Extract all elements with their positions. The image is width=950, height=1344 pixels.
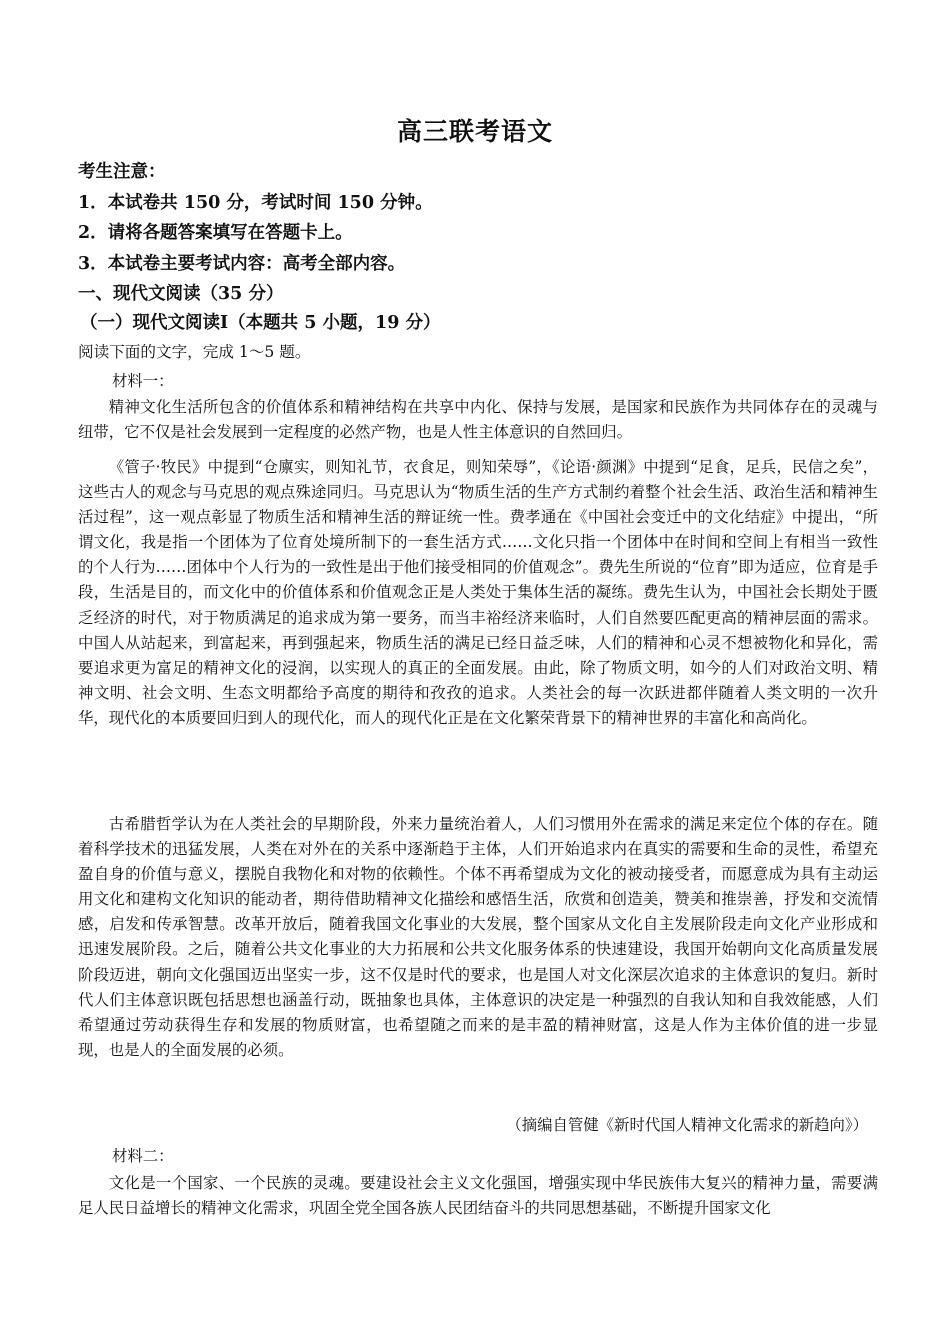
material-1-label: 材料一： (112, 372, 174, 390)
notice-heading: 考生注意： (78, 162, 166, 182)
material-2-label: 材料二： (112, 1147, 174, 1165)
reading-instruction: 阅读下面的文字，完成 1～5 题。 (78, 343, 311, 361)
material-1-paragraph-1: 精神文化生活所包含的价值体系和精神结构在共享中内化、保持与发展，是国家和民族作为共同体存在的灵魂与纽带，它不仅是社会发展到一定程度的必然产物，也是人性主体意识的自然回归。 (78, 398, 878, 442)
material-1-source: （摘编自管健《新时代国人精神文化需求的新趋向》） (506, 1116, 868, 1134)
notice-item-1: 1．本试卷共 150 分，考试时间 150 分钟。 (78, 193, 433, 213)
section-subtitle: （一）现代文阅读Ⅰ（本题共 5 小题，19 分） (80, 313, 441, 333)
exam-title: 高三联考语文 (396, 117, 553, 146)
material-2-paragraph-1: 文化是一个国家、一个民族的灵魂。要建设社会主义文化强国，增强实现中华民族伟大复兴的精神力量，需要满足人民日益增长的精神文化需求，巩固全党全国各族人民团结奋斗的共同思想基础，不断提升国家文化 (78, 1174, 878, 1218)
section-title: 一、现代文阅读（35 分） (78, 284, 284, 304)
material-1-paragraph-2: 《管子·牧民》中提到“仓廪实，则知礼节，衣食足，则知荣辱”，《论语·颜渊》中提到“足食，足兵，民信之矣”，这些古人的观念与马克思的观点殊途同归。马克思认为“物质生活的生产方式制约着整个社会生活、政治生活和精神生活过程”，这一观点彰显了物质生活和精神生活的辩证统一性。费孝通在《中国社会变迁中的文化结症》中提出，“所谓文化，我是指一个团体为了位育处境所制下的一套生活方式……文化只指一个团体中在时间和空间上有相当一致性的个人行为……团体中个人行为的一致性是出于他们接受相同的价值观念”。费先生所说的“位育”即为适应，位育是手段，生活是目的，而文化中的价值体系和价值观念正是人类处于集体生活的凝练。费先生认为，中国社会长期处于匮乏经济的时代，对于物质满足的追求成为第一要务，而当丰裕经济来临时，人们自然要匹配更高的精神层面的需求。中国人从站起来，到富起来，再到强起来，物质生活的满足已经日益乏味，人们的精神和心灵不想被物化和异化，需要追求更为富足的精神文化的浸润，以实现人的真正的全面发展。由此，除了物质文明，如今的人们对政治文明、精神文明、社会文明、生态文明都给予高度的期待和孜孜的追求。人类社会的每一次跃进都伴随着人类文明的一次升华，现代化的本质要回归到人的现代化，而人的现代化正是在文化繁荣背景下的精神世界的丰富化和高尚化。 (78, 458, 878, 727)
notice-item-2: 2．请将各题答案填写在答题卡上。 (78, 223, 353, 243)
material-1-paragraph-3: 古希腊哲学认为在人类社会的早期阶段，外来力量统治着人，人们习惯用外在需求的满足来定位个体的存在。随着科学技术的迅猛发展，人类在对外在的关系中逐渐趋于主体，人们开始追求内在真实的需要和生命的灵性，希望充盈自身的价值与意义，摆脱自我物化和对物的依赖性。个体不再希望成为文化的被动接受者，而愿意成为具有主动运用文化和建构文化知识的能动者，期待借助精神文化描绘和感悟生活，欣赏和创造美，赞美和推崇善，抒发和交流情感，启发和传承智慧。改革开放后，随着我国文化事业的大发展，整个国家从文化自主发展阶段走向文化产业形成和迅速发展阶段。之后，随着公共文化事业的大力拓展和公共文化服务体系的快速建设，我国开始朝向文化高质量发展阶段迈进，朝向文化强国迈出坚实一步，这不仅是时代的要求，也是国人对文化深层次追求的主体意识的复归。新时代人们主体意识既包括思想也涵盖行动，既抽象也具体，主体意识的决定是一种强烈的自我认知和自我效能感，人们希望通过劳动获得生存和发展的物质财富，也希望随之而来的是丰盈的精神财富，这是人作为主体价值的进一步显现，也是人的全面发展的必须。 (78, 815, 878, 1059)
notice-item-3: 3．本试卷主要考试内容：高考全部内容。 (78, 254, 406, 274)
